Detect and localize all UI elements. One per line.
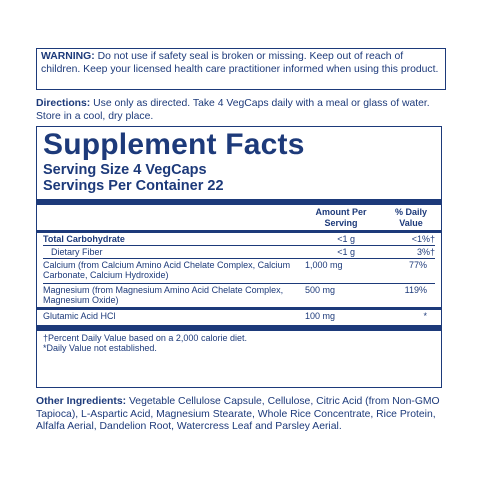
daily-value-header: % Daily Value (394, 207, 427, 228)
nutrient-amount: <1 g (337, 247, 355, 257)
thick-divider (37, 325, 441, 331)
nutrient-row (43, 310, 435, 322)
nutrient-name: Magnesium (from Magnesium Amino Acid Chelate Complex, Magnesium Oxide) (43, 285, 284, 306)
footnote-dv-not-established: *Daily Value not established. (43, 343, 157, 354)
warning-label: WARNING: (41, 51, 95, 62)
facts-header-row (43, 205, 435, 230)
nutrient-amount: 1,000 mg (305, 260, 343, 270)
other-ingredients-text: Vegetable Cellulose Capsule, Cellulose, Citric Acid (from Non-GMO Tapioca), L-Aspartic Acid, Magnesium Stearate, Whole Rice Concentrate, Rice Protein, Alfalfa Aerial, Dandelion Root, Watercress Leaf and Parsley Aerial. (36, 396, 440, 433)
nutrient-row (43, 284, 435, 307)
nutrient-name: Glutamic Acid HCl (43, 311, 116, 321)
warning-text: Do not use if safety seal is broken or missing. Keep out of reach of children. Keep your licensed health care practitioner informed when using this product. (41, 51, 439, 75)
nutrient-amount: <1 g (337, 234, 355, 244)
amount-per-serving-header: Amount Per Serving (315, 207, 367, 228)
directions-label: Directions: (36, 98, 91, 109)
nutrient-name: Dietary Fiber (51, 247, 103, 257)
nutrient-dv: 77% (408, 260, 427, 270)
nutrient-name: Calcium (from Calcium Amino Acid Chelate Complex, Calcium Carbonate, Calcium Hydroxide) (43, 260, 291, 281)
nutrient-dv: * (423, 311, 427, 321)
footnote-percent-dv: †Percent Daily Value based on a 2,000 calorie diet. (43, 333, 247, 343)
nutrient-amount: 500 mg (305, 285, 336, 295)
nutrient-row (43, 233, 435, 245)
servings-per-container: Servings Per Container 22 (43, 178, 224, 194)
facts-title: Supplement Facts (43, 128, 305, 161)
nutrient-row (43, 259, 435, 283)
supplement-facts-panel (36, 126, 442, 388)
warning-box (36, 48, 446, 90)
serving-size: Serving Size 4 VegCaps (43, 162, 207, 178)
other-ingredients (36, 396, 446, 434)
nutrient-dv: 119% (404, 285, 427, 295)
nutrient-dv: 3%† (416, 247, 435, 257)
footnotes (43, 333, 435, 354)
nutrient-name: Total Carbohydrate (43, 234, 125, 244)
directions (36, 98, 448, 123)
nutrient-dv: <1%† (411, 234, 435, 244)
nutrient-amount: 100 mg (305, 311, 336, 321)
other-ingredients-label: Other Ingredients: (36, 396, 127, 407)
directions-text: Use only as directed. Take 4 VegCaps daily with a meal or glass of water. Store in a cool, dry place. (36, 98, 430, 122)
nutrient-row (43, 246, 435, 258)
